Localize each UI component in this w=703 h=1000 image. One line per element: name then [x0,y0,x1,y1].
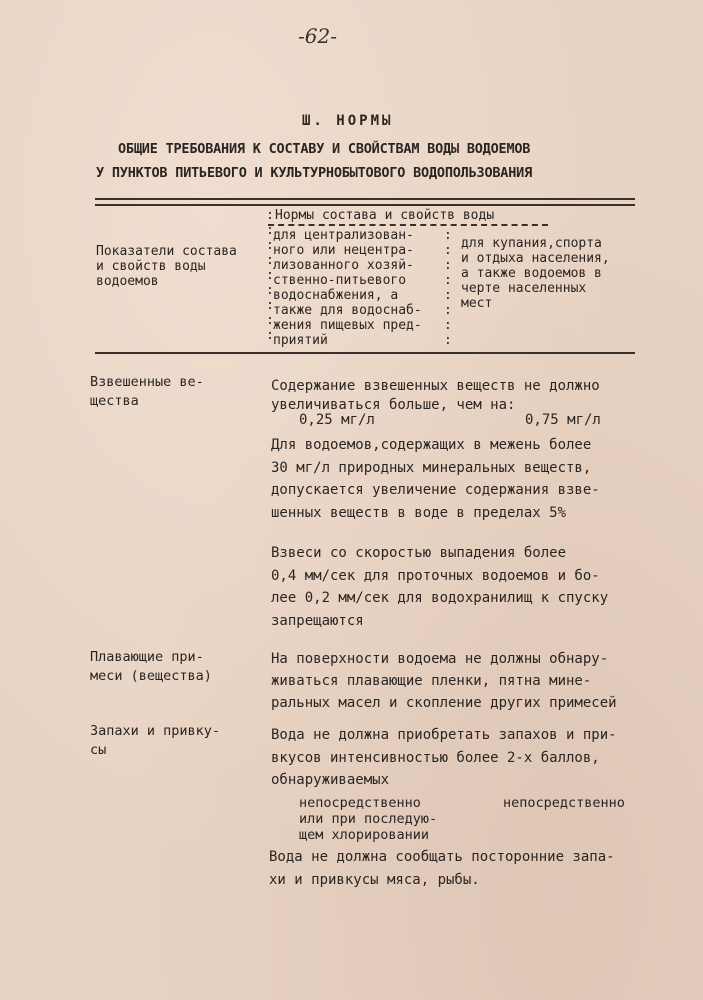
value-col3-suspended: 0,75 мг/л [525,412,601,428]
table-top-rule [95,198,635,200]
header-colon-mid: : : : : : : : : [444,228,452,348]
odors-col3: непосредственно [503,795,625,811]
header-col2: для централизован- ного или нецентра- лизованного хозяй- ственно-питьевого водоснабжения, а также для водоснаб- жения пищевых пред- приятий [273,228,422,348]
row-label-floating: Плавающие при- меси (вещества) [90,649,212,684]
row-label-suspended: Взвешенные ве- щества [90,374,204,409]
header-group-rule [268,224,548,226]
header-col3: для купания,спорта и отдыха населения, а также водоемов в черте населенных мест [461,236,610,311]
title-line-1: ОБЩИЕ ТРЕБОВАНИЯ К СОСТАВУ И СВОЙСТВАМ ВОДЫ ВОДОЕМОВ [118,141,531,157]
header-colon-left: : : : : : : : : : [266,208,274,343]
odors-final: Вода не должна сообщать посторонние запа- хи и привкусы мяса, рыбы. [269,849,615,888]
header-col1: Показатели состава и свойств воды водоемов [96,244,237,289]
note-suspended-1: Для водоемов,содержащих в межень более 30 мг/л природных минеральных веществ, допускается увеличение содержания взве- шенных веществ в воде в пределах 5% [271,437,600,521]
note-suspended-2: Взвеси со скоростью выпадения более 0,4 мм/сек для проточных водоемов и бо- лее 0,2 мм/сек для водохранилищ к спуску запрещаются [271,545,609,629]
odors-col2: непосредственно или при последую- щем хлорировании [299,795,438,843]
header-bottom-rule [95,352,635,354]
row-label-odors: Запахи и привку- сы [90,723,221,758]
title-line-2: У ПУНКТОВ ПИТЬЕВОГО И КУЛЬТУРНОБЫТОВОГО ВОДОПОЛЬЗОВАНИЯ [96,165,533,181]
row-text-odors: Вода не должна приобретать запахов и при- вкусов интенсивностью более 2-х баллов, обнаруживаемых [271,727,617,788]
row-text-floating: На поверхности водоема не должны обнару- живаться плавающие пленки, пятна мине- ральных масел и скопление других примесей [271,651,617,711]
row-text-suspended: Содержание взвешенных веществ не должно увеличиваться больше, чем на: [271,378,600,413]
section-title: Ш. НОРМЫ [302,113,394,129]
table-top-rule-2 [95,204,635,206]
value-col2-suspended: 0,25 мг/л [299,412,375,428]
header-group-title: Нормы состава и свойств воды [275,208,495,223]
page-number: -62- [298,24,337,48]
